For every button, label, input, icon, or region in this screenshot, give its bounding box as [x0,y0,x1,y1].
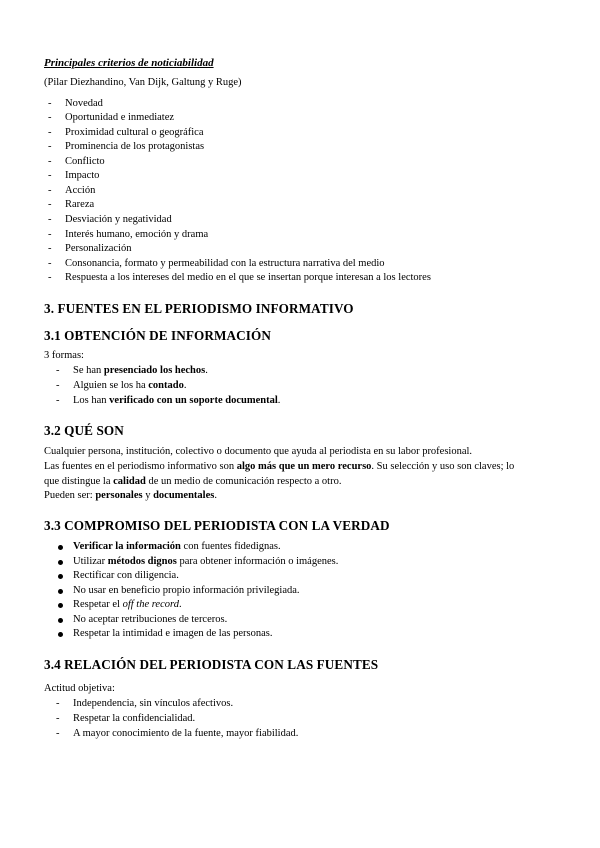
list-dash: - [56,728,60,739]
section-heading: 3.2 QUÉ SON [44,423,124,438]
list-item: A mayor conocimiento de la fuente, mayor fiabilidad. [73,728,299,739]
list-item: Prominencia de los protagonistas [65,141,205,152]
list-dash: - [48,229,52,240]
list-item: Interés humano, emoción y drama [65,229,209,240]
list-item: Proximidad cultural o geográfica [65,127,204,138]
list-item: Alguien se los ha contado. [73,380,187,391]
section-heading: 3.4 RELACIÓN DEL PERIODISTA CON LAS FUENTES [44,657,379,672]
list-item: Independencia, sin vínculos afectivos. [73,698,234,709]
bullet-dot [58,632,63,637]
list-item: Conflicto [65,156,105,167]
list-dash: - [48,112,52,123]
bullet-dot [58,618,63,623]
list-dash: - [48,199,52,210]
list-dash: - [48,258,52,269]
list-item: Oportunidad e inmediatez [65,112,175,123]
list-item: Respuesta a los intereses del medio en el que se insertan porque interesan a los lectores [65,272,431,283]
section-heading: 3.3 COMPROMISO DEL PERIODISTA CON LA VERDAD [44,518,390,533]
list-item: Los han verificado con un soporte documental. [73,395,281,406]
list-item: Novedad [65,98,103,109]
list-dash: - [48,98,52,109]
list-item: Se han presenciado los hechos. [73,365,208,376]
list-dash: - [48,170,52,181]
section-heading: 3.1 OBTENCIÓN DE INFORMACIÓN [44,328,272,343]
list-dash: - [48,243,52,254]
list-dash: - [56,713,60,724]
bullet-dot [58,589,63,594]
list-dash: - [48,185,52,196]
list-dash: - [56,365,60,376]
list-item: Utilizar métodos dignos para obtener información o imágenes. [73,556,339,567]
list-item: Respetar la confidencialidad. [73,713,196,724]
list-dash: - [48,127,52,138]
paragraph-line: Las fuentes en el periodismo informativo son algo más que un mero recurso. Su selección y uso son claves; lo [44,461,515,472]
list-item: No usar en beneficio propio información privilegiada. [73,585,300,596]
section-intro: Actitud objetiva: [44,683,115,694]
list-item: Respetar el off the record. [73,599,182,610]
list-dash: - [48,272,52,283]
list-item: Consonancia, formato y permeabilidad con la estructura narrativa del medio [65,258,385,269]
list-dash: - [56,698,60,709]
bullet-dot [58,574,63,579]
bullet-dot [58,603,63,608]
section-heading: 3. FUENTES EN EL PERIODISMO INFORMATIVO [44,301,354,316]
list-item: Acción [65,185,96,196]
bullet-dot [58,545,63,550]
list-dash: - [56,395,60,406]
paragraph-line: que distingue la calidad de un medio de comunicación respecto a otro. [44,476,342,487]
paragraph-line: Cualquier persona, institución, colectivo o documento que ayuda al periodista en su labor profesional. [44,446,473,457]
list-item: No aceptar retribuciones de terceros. [73,614,228,625]
list-item: Verificar la información con fuentes fidedignas. [73,541,281,552]
list-item: Desviación y negatividad [65,214,172,225]
bullet-dot [58,560,63,565]
list-item: Rareza [65,199,95,210]
criteria-authors: (Pilar Diezhandino, Van Dijk, Galtung y Ruge) [44,77,242,88]
section-intro: 3 formas: [44,350,84,361]
list-item: Rectificar con diligencia. [73,570,179,581]
list-dash: - [48,141,52,152]
list-item: Impacto [65,170,100,181]
list-dash: - [48,214,52,225]
list-item: Respetar la intimidad e imagen de las personas. [73,628,273,639]
list-dash: - [56,380,60,391]
criteria-title: Principales criterios de noticiabilidad [44,57,214,69]
list-dash: - [48,156,52,167]
list-item: Personalización [65,243,132,254]
paragraph-line: Pueden ser: personales y documentales. [44,490,217,501]
